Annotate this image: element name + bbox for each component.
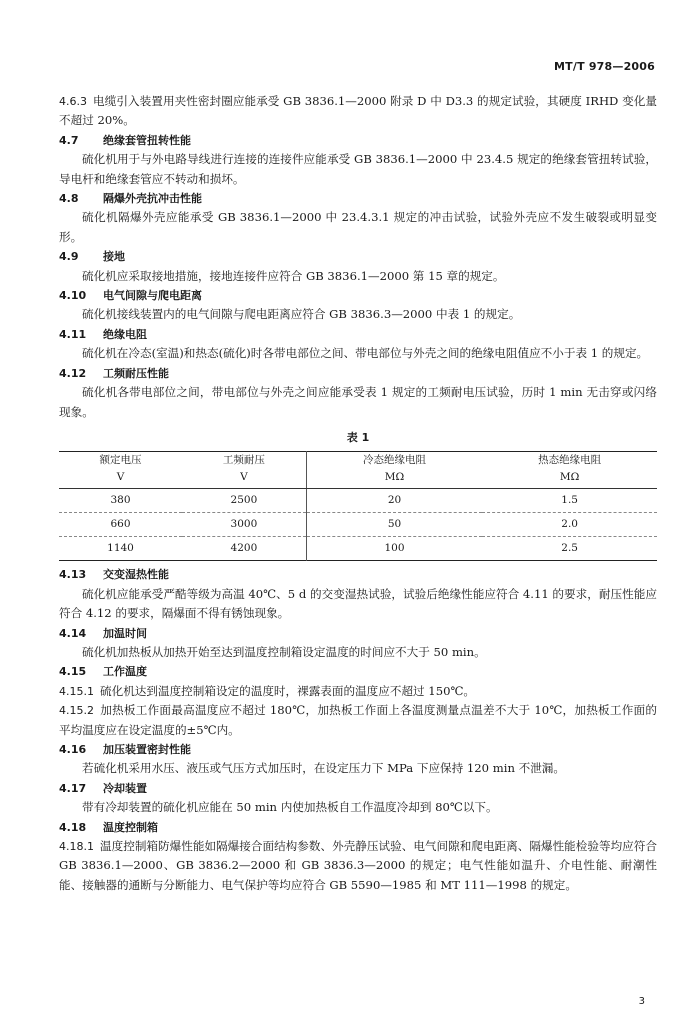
heading-number: 4.10 [59,289,87,303]
table-title: 表 1 [346,430,370,444]
heading-number: 4.13 [59,568,87,582]
heading-number: 4.15 [59,665,87,679]
table-cell: 3000 [182,513,306,537]
clause-4-15-2 [59,701,657,740]
table-row [59,489,657,513]
heading-number: 4.18 [59,820,87,834]
table-row [59,537,657,561]
insulation-table [59,451,657,561]
heading-title: 接地 [103,250,125,264]
column-unit: V [182,469,306,489]
table-cell: 2.5 [561,542,578,555]
clause-4-11-text: 硫化机在冷态(室温)和热态(硫化)时各带电部位之间、带电部位与外壳之间的绝缘电阻值应不小于表 1 的规定。 [82,346,649,361]
column-header: 额定电压 [99,454,142,467]
clause-4-7-text: 硫化机用于与外电路导线进行连接的连接件应能承受 GB 3836.1—2000 中 23.4.5 规定的绝缘套管扭转试验，导电杆和绝缘套管应不转动和损坏。 [59,152,657,186]
table-unit-row [59,469,657,489]
clause-4-15-1 [59,682,657,701]
column-header: 工频耐压 [222,454,265,467]
heading-number: 4.12 [59,366,87,380]
heading-title: 绝缘电阻 [103,327,147,341]
heading-4-14 [59,624,657,643]
heading-4-17 [59,779,657,798]
heading-number: 4.14 [59,626,87,640]
heading-4-13 [59,565,657,584]
heading-title: 冷却装置 [103,781,147,795]
table-cell: 2.0 [482,513,657,537]
table-cell: 1140 [107,542,134,555]
clause-number: 4.15.1 [59,684,94,698]
clause-text: 硫化机达到温度控制箱设定的温度时，裸露表面的温度应不超过 150℃。 [100,683,476,698]
heading-title: 交变湿热性能 [103,568,169,582]
clause-4-13-text: 硫化机应能承受严酷等级为高温 40℃、5 d 的交变湿热试验，试验后绝缘性能应符合 4.11 的要求，耐压性能应符合 4.12 的要求，隔爆面不得有锈蚀现象。 [59,586,657,621]
column-header: 热态绝缘电阻 [538,454,602,467]
heading-number: 4.11 [59,327,87,341]
table-cell: 1.5 [482,489,657,513]
heading-4-7 [59,131,657,150]
heading-4-8 [59,189,657,208]
clause-text: 加热板工作面最高温度应不超过 180℃，加热板工作面上各温度测量点温差不大于 10℃，加热板工作面的平均温度应在设定温度的±5℃内。 [59,703,657,737]
table-header-row [59,452,657,470]
column-unit: V [59,469,182,489]
heading-title: 工频耐压性能 [103,366,169,380]
clause-4-8-text: 硫化机隔爆外壳应能承受 GB 3836.1—2000 中 23.4.3.1 规定的冲击试验，试验外壳应不发生破裂或明显变形。 [59,210,657,244]
heading-4-12 [59,364,657,383]
clause-4-18-1 [59,837,657,895]
column-unit: MΩ [306,469,482,489]
table-cell: 2500 [182,489,306,513]
heading-4-18 [59,818,657,837]
table-cell: 20 [306,489,482,513]
table-cell: 4200 [230,542,258,555]
heading-4-15 [59,662,657,681]
clause-text: 电缆引入装置用夹性密封圈应能承受 GB 3836.1—2000 附录 D 中 D3.3 的规定试验，其硬度 IRHD 变化量不超过 20%。 [59,94,657,128]
table-cell: 380 [59,489,182,513]
column-unit: MΩ [482,469,657,489]
standard-code: MT/T 978—2006 [554,60,655,73]
clause-number: 4.6.3 [59,95,87,108]
heading-title: 温度控制箱 [103,820,158,834]
heading-4-10 [59,286,657,305]
heading-title: 加温时间 [103,626,147,640]
table-cell: 660 [59,513,182,537]
clause-4-6-3 [59,92,657,131]
clause-number: 4.15.2 [59,704,94,718]
clause-4-16-text: 若硫化机采用水压、液压或气压方式加压时，在设定压力下 MPa 下应保持 120 min 不泄漏。 [82,761,565,776]
heading-number: 4.16 [59,742,87,756]
table-cell: 100 [306,537,482,561]
heading-4-9 [59,247,657,266]
table-cell: 50 [306,513,482,537]
clause-4-17-text: 带有冷却装置的硫化机应能在 50 min 内使加热板自工作温度冷却到 80℃以下。 [82,800,498,815]
clause-4-10-text: 硫化机接线装置内的电气间隙与爬电距离应符合 GB 3836.3—2000 中表 1 的规定。 [82,307,521,322]
heading-title: 隔爆外壳抗冲击性能 [103,192,202,206]
heading-number: 4.9 [59,250,79,264]
heading-4-11 [59,325,657,344]
heading-4-16 [59,740,657,759]
document-body [59,92,657,895]
heading-title: 绝缘套管扭转性能 [103,133,191,147]
heading-number: 4.17 [59,781,87,795]
heading-number: 4.8 [59,192,79,206]
clause-number: 4.18.1 [59,840,94,853]
heading-title: 工作温度 [103,665,147,679]
heading-title: 加压装置密封性能 [103,742,191,756]
heading-title: 电气间隙与爬电距离 [103,289,202,303]
clause-4-12-text: 硫化机各带电部位之间，带电部位与外壳之间应能承受表 1 规定的工频耐电压试验，历时 1 min 无击穿或闪络现象。 [59,385,657,419]
page-number: 3 [638,996,645,1007]
table-row [59,513,657,537]
heading-number: 4.7 [59,133,79,147]
clause-text: 温度控制箱防爆性能如隔爆接合面结构参数、外壳静压试验、电气间隙和爬电距离、隔爆性能检验等均应符合 GB 3836.1—2000、GB 3836.2—2000 和 GB 3836.3—2000 的规定；电气性能如温升、介电性能、耐潮性能、接触器的通断与分断能力、电气保护等均应符合 GB 5590—1985 和 MT 111—1998 的规定。 [59,839,657,892]
clause-4-9-text: 硫化机应采取接地措施，接地连接件应符合 GB 3836.1—2000 第 15 章的规定。 [82,268,505,283]
column-header: 冷态绝缘电阻 [306,452,482,470]
clause-4-14-text: 硫化机加热板从加热开始至达到温度控制箱设定温度的时间应不大于 50 min。 [82,644,486,659]
